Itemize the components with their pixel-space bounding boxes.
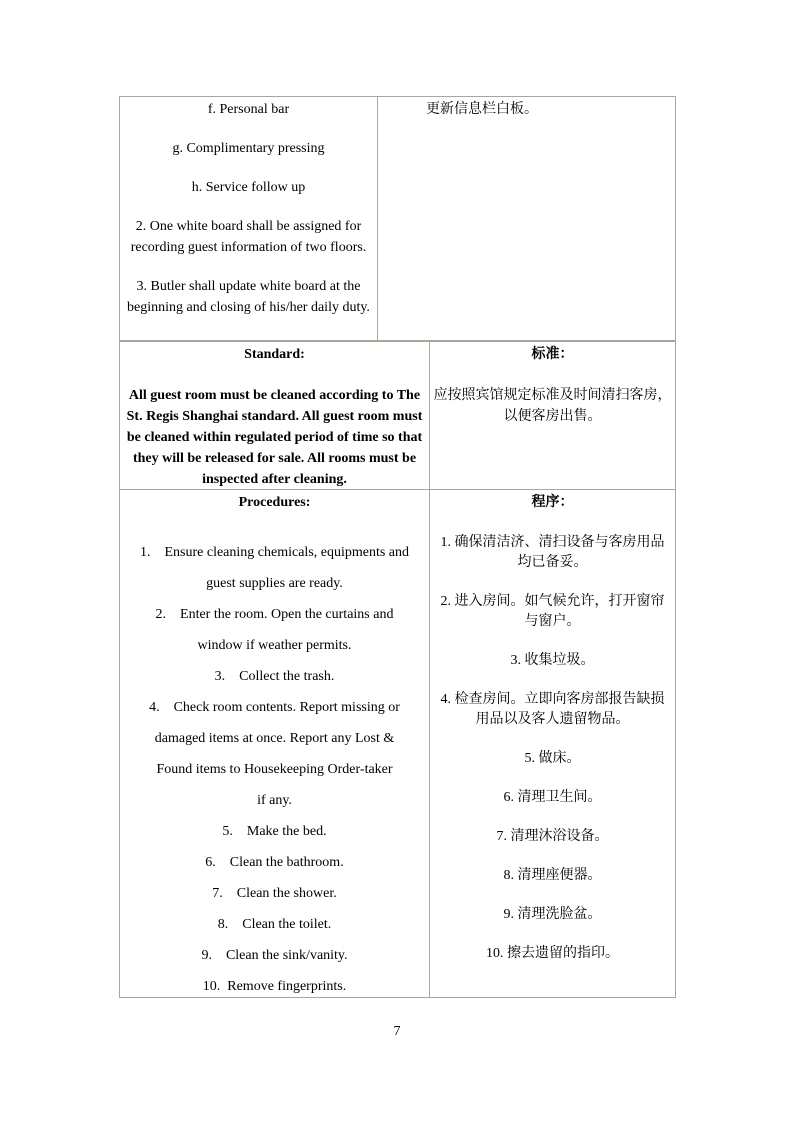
procedures-list-zh bbox=[430, 533, 675, 964]
procedure-line-en: 2. Enter the room. Open the curtains and bbox=[155, 607, 394, 622]
standard-header-zh: 标准： bbox=[531, 347, 574, 362]
procedure-line-en: 5. Make the bed. bbox=[222, 824, 327, 839]
line-complimentary-pressing: g. Complimentary pressing bbox=[172, 141, 325, 156]
standard-text-en: All guest room must be cleaned according to The St. Regis Shanghai standard. All guest room must be cleaned within regulated period of time so that they will be released for sale. All rooms must be inspected after cleaning. bbox=[126, 388, 423, 487]
procedure-line-en: 8. Clean the toilet. bbox=[217, 917, 332, 932]
procedure-item-zh: 3. 收集垃圾。 bbox=[510, 653, 595, 668]
procedure-item-zh: 5. 做床。 bbox=[524, 751, 581, 766]
procedure-item-zh: 4. 检查房间。立即向客房部报告缺损用品以及客人遗留物品。 bbox=[440, 692, 665, 727]
procedure-item-zh: 1. 确保清洁济、清扫设备与客房用品均已备妥。 bbox=[440, 535, 665, 570]
top-table bbox=[119, 96, 676, 341]
procedures-zh-cell bbox=[430, 490, 675, 997]
procedure-line-en: Found items to Housekeeping Order-taker bbox=[156, 762, 393, 777]
procedure-line-en: window if weather permits. bbox=[197, 638, 352, 653]
procedure-line-en: 10. Remove fingerprints. bbox=[202, 979, 347, 994]
procedures-en-cell bbox=[120, 490, 430, 997]
procedure-line-en: 6. Clean the bathroom. bbox=[205, 855, 344, 870]
page-number: 7 bbox=[393, 1024, 401, 1039]
procedure-line-en: guest supplies are ready. bbox=[206, 576, 343, 591]
standard-header-en: Standard: bbox=[244, 347, 305, 362]
procedure-line-en: 1. Ensure cleaning chemicals, equipments and bbox=[139, 545, 410, 560]
procedure-item-zh: 8. 清理座便器。 bbox=[503, 868, 602, 883]
procedure-line-en: 4. Check room contents. Report missing or bbox=[149, 700, 400, 715]
procedure-item-zh: 6. 清理卫生间。 bbox=[503, 790, 602, 805]
standard-text-zh: 应按照宾馆规定标准及时间清扫客房，以便客房出售。 bbox=[433, 388, 672, 424]
procedures-header-zh: 程序： bbox=[531, 495, 574, 510]
update-whiteboard-zh: 更新信息栏白板。 bbox=[426, 102, 538, 117]
procedure-item-zh: 2. 进入房间。如气候允许，打开窗帘与窗户。 bbox=[440, 594, 665, 629]
line-white-board-update: 3. Butler shall update white board at the beginning and closing of his/her daily duty. bbox=[127, 279, 370, 315]
procedure-line-en: if any. bbox=[257, 793, 292, 808]
procedure-item-zh: 9. 清理洗脸盆。 bbox=[503, 907, 602, 922]
top-table-right-cell bbox=[378, 97, 675, 340]
standard-row bbox=[120, 342, 675, 490]
procedure-item-zh: 7. 清理沐浴设备。 bbox=[496, 829, 609, 844]
procedure-item-zh: 10. 擦去遗留的指印。 bbox=[486, 946, 619, 961]
procedure-line-en: damaged items at once. Report any Lost & bbox=[154, 731, 395, 746]
procedures-list-en bbox=[120, 537, 429, 1002]
standard-en-cell bbox=[120, 342, 430, 489]
procedure-line-en: 3. Collect the trash. bbox=[214, 669, 335, 684]
top-table-left-cell bbox=[120, 97, 378, 340]
line-white-board-assign: 2. One white board shall be assigned for recording guest information of two floors. bbox=[130, 219, 367, 255]
line-personal-bar: f. Personal bar bbox=[207, 102, 290, 117]
procedures-header-en: Procedures: bbox=[238, 495, 311, 510]
main-table bbox=[119, 341, 676, 998]
line-service-follow-up: h. Service follow up bbox=[191, 180, 306, 195]
standard-zh-cell bbox=[430, 342, 675, 489]
procedure-line-en: 7. Clean the shower. bbox=[212, 886, 337, 901]
procedures-row bbox=[120, 490, 675, 997]
procedure-line-en: 9. Clean the sink/vanity. bbox=[201, 948, 348, 963]
